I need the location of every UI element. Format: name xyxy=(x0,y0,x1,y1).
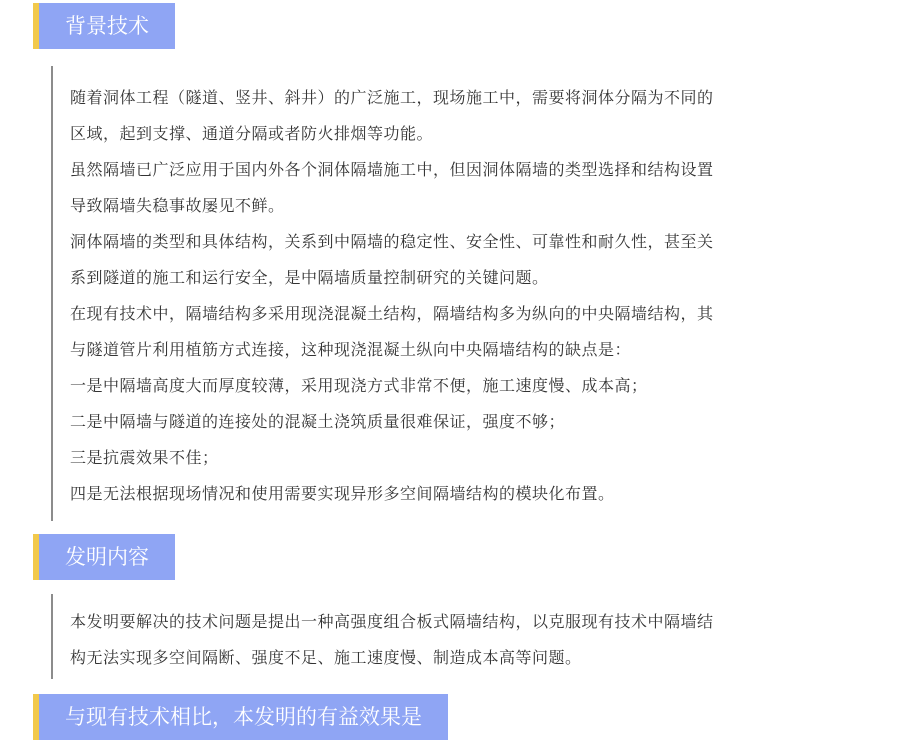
paragraph-line: 与隧道管片利用植筋方式连接，这种现浇混凝土纵向中央隔墙结构的缺点是： xyxy=(70,340,632,359)
section-heading-beneficial-effects xyxy=(33,694,448,740)
paragraph-line: 随着洞体工程（隧道、竖井、斜井）的广泛施工，现场施工中，需要将洞体分隔为不同的 xyxy=(70,88,714,107)
paragraph-line: 四是无法根据现场情况和使用需要实现异形多空间隔墙结构的模块化布置。 xyxy=(70,484,615,503)
section-body-invention-content xyxy=(51,594,714,679)
paragraph-line: 区域，起到支撑、通道分隔或者防火排烟等功能。 xyxy=(70,124,434,143)
paragraph-line: 系到隧道的施工和运行安全，是中隔墙质量控制研究的关键问题。 xyxy=(70,268,549,287)
section-heading-text: 背景技术 xyxy=(65,14,149,38)
paragraph-line: 本发明要解决的技术问题是提出一种高强度组合板式隔墙结构，以克服现有技术中隔墙结 xyxy=(70,612,714,631)
section-heading-invention-content xyxy=(33,534,175,580)
paragraph-line: 构无法实现多空间隔断、强度不足、施工速度慢、制造成本高等问题。 xyxy=(70,648,582,667)
paragraph-line: 三是抗震效果不佳； xyxy=(70,448,219,467)
section-heading-text: 与现有技术相比，本发明的有益效果是 xyxy=(65,705,422,729)
paragraph-line: 一是中隔墙高度大而厚度较薄，采用现浇方式非常不便，施工速度慢、成本高； xyxy=(70,376,648,395)
paragraph-line: 导致隔墙失稳事故屡见不鲜。 xyxy=(70,196,285,215)
section-heading-text: 发明内容 xyxy=(65,545,149,569)
paragraph-line: 在现有技术中，隔墙结构多采用现浇混凝土结构，隔墙结构多为纵向的中央隔墙结构，其 xyxy=(70,304,714,323)
paragraph-line: 虽然隔墙已广泛应用于国内外各个洞体隔墙施工中，但因洞体隔墙的类型选择和结构设置 xyxy=(70,160,714,179)
paragraph-line: 二是中隔墙与隧道的连接处的混凝土浇筑质量很难保证，强度不够； xyxy=(70,412,566,431)
paragraph-line: 洞体隔墙的类型和具体结构，关系到中隔墙的稳定性、安全性、可靠性和耐久性，甚至关 xyxy=(70,232,714,251)
section-body-background xyxy=(51,66,714,521)
section-heading-background xyxy=(33,3,175,49)
